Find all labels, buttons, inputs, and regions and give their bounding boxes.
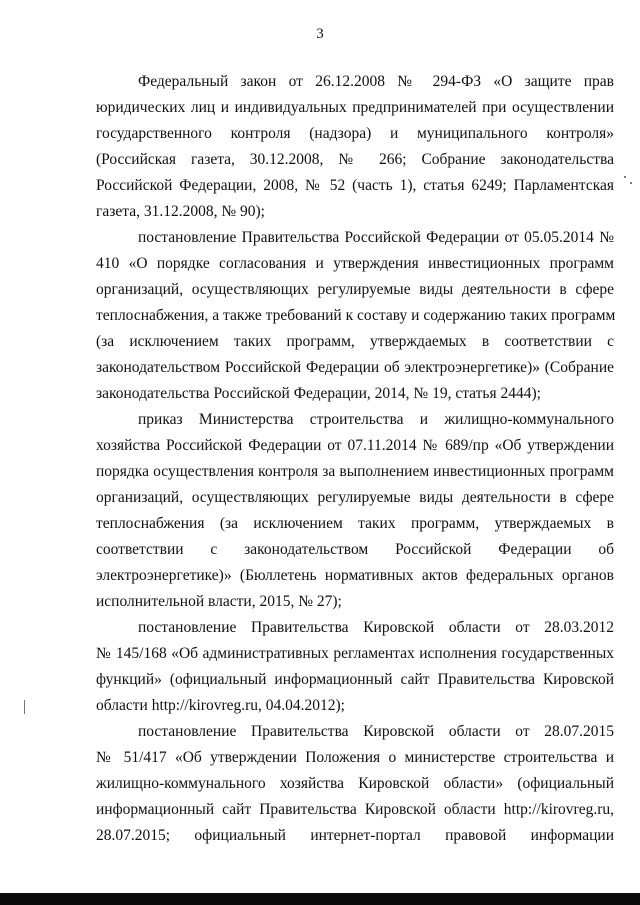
text-line: функций» (официальный информационный сайт Правительства Кировской [96, 671, 614, 688]
text-line: юридических лиц и индивидуальных предпринимателей при осуществлении [96, 99, 614, 116]
text-line: приказ Министерства строительства и жилищно-коммунального [138, 411, 614, 428]
margin-mark [630, 182, 632, 184]
text-line: № 51/417 «Об утверждении Положения о министерстве строительства и [96, 749, 614, 766]
text-line: электроэнергетике)» (Бюллетень нормативных актов федеральных органов [96, 567, 614, 584]
text-line: организаций, осуществляющих регулируемые виды деятельности в сфере [96, 489, 614, 506]
page-number: 3 [316, 26, 324, 42]
text-line: теплоснабжения (за исключением таких программ, утверждаемых в [96, 515, 614, 532]
text-line: 28.07.2015; официальный интернет-портал правовой информации [96, 827, 614, 844]
text-line: Российской Федерации, 2008, № 52 (часть 1), статья 6249; Парламентская [96, 177, 614, 194]
text-line: (за исключением таких программ, утверждаемых в соответствии с [96, 333, 614, 350]
text-line: 410 «О порядке согласования и утверждения инвестиционных программ [96, 255, 614, 272]
text-line: законодательством Российской Федерации об электроэнергетике)» (Собрание [96, 359, 614, 376]
text-line: (Российская газета, 30.12.2008, № 266; Собрание законодательства [96, 151, 614, 168]
text-line: постановление Правительства Кировской области от 28.07.2015 [138, 723, 614, 740]
scan-edge-bar [0, 893, 640, 905]
text-line: законодательства Российской Федерации, 2014, № 19, статья 2444); [96, 385, 541, 402]
text-line: постановление Правительства Российской Федерации от 05.05.2014 № [138, 229, 614, 246]
text-line: № 145/168 «Об административных регламентах исполнения государственных [96, 645, 614, 662]
text-line: исполнительной власти, 2015, № 27); [96, 593, 342, 610]
text-line: области http://kirovreg.ru, 04.04.2012); [96, 697, 345, 714]
text-line: Федеральный закон от 26.12.2008 № 294-ФЗ «О защите прав [138, 73, 614, 90]
text-line: порядка осуществления контроля за выполнением инвестиционных программ [96, 463, 614, 480]
text-line: государственного контроля (надзора) и муниципального контроля» [96, 125, 614, 142]
text-line: информационный сайт Правительства Кировской области http://kirovreg.ru, [96, 801, 614, 818]
text-line: жилищно-коммунального хозяйства Кировской области» (официальный [96, 775, 614, 792]
text-line: постановление Правительства Кировской области от 28.03.2012 [138, 619, 614, 636]
margin-mark [624, 176, 626, 178]
margin-mark [24, 700, 25, 714]
text-line: теплоснабжения, а также требований к составу и содержанию таких программ [96, 307, 616, 324]
text-line: организаций, осуществляющих регулируемые виды деятельности в сфере [96, 281, 614, 298]
text-line: газета, 31.12.2008, № 90); [96, 203, 265, 220]
text-line: хозяйства Российской Федерации от 07.11.2014 № 689/пр «Об утверждении [96, 437, 614, 454]
text-line: соответствии с законодательством Российской Федерации об [96, 541, 614, 558]
